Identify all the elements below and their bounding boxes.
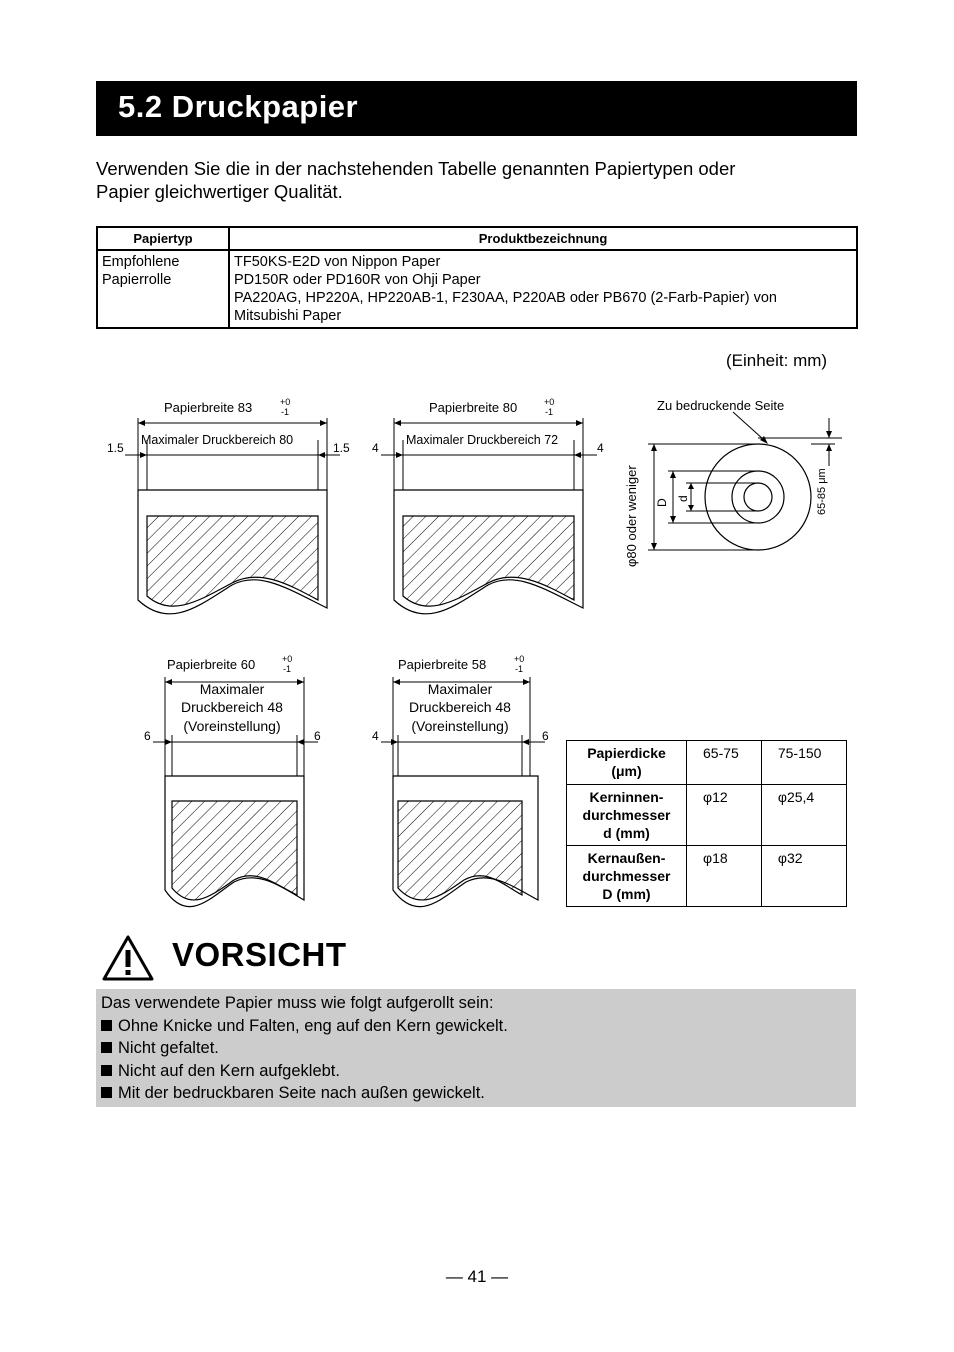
print-area-line-3: (Voreinstellung) bbox=[183, 718, 281, 734]
print-side-label: Zu bedruckende Seite bbox=[657, 398, 785, 413]
page-number: — 41 — bbox=[445, 1267, 509, 1286]
list-item-text: Mit der bedruckbaren Seite nach außen gewickelt. bbox=[118, 1084, 485, 1103]
list-item-text: Nicht gefaltet. bbox=[118, 1039, 219, 1058]
core-inner-d-label: d bbox=[676, 495, 690, 502]
diagram-paper-83 bbox=[107, 397, 350, 614]
bullet-square-icon bbox=[101, 1087, 112, 1098]
label-line: (μm) bbox=[611, 763, 642, 779]
warning-triangle-icon bbox=[104, 937, 152, 979]
print-area-line-2: Druckbereich 48 bbox=[181, 699, 283, 715]
product-line: TF50KS-E2D von Nippon Paper bbox=[234, 254, 441, 270]
list-item bbox=[101, 1082, 508, 1105]
diagram-paper-58 bbox=[372, 654, 549, 907]
row-label-core-outer bbox=[567, 846, 687, 907]
core-inner-value-1: φ12 bbox=[687, 785, 762, 846]
paper-width-label: Papierbreite 83 bbox=[164, 400, 253, 415]
core-outer-value-2: φ32 bbox=[761, 846, 846, 907]
core-inner-value-2: φ25,4 bbox=[761, 785, 846, 846]
left-margin-label: 6 bbox=[144, 729, 151, 743]
list-item bbox=[101, 1060, 508, 1083]
tolerance-plus: +0 bbox=[280, 397, 291, 407]
caution-box bbox=[96, 989, 856, 1107]
diagram-paper-60 bbox=[144, 654, 321, 907]
header-paper-type: Papiertyp bbox=[97, 227, 229, 250]
tolerance-plus: +0 bbox=[514, 654, 525, 664]
thickness-value-1: 65-75 bbox=[687, 741, 762, 785]
list-item bbox=[101, 1015, 508, 1038]
caution-intro: Das verwendete Papier muss wie folgt aufgerollt sein: bbox=[101, 994, 494, 1012]
label-line: Kerninnen- bbox=[589, 789, 664, 805]
paper-width-label: Papierbreite 58 bbox=[398, 657, 487, 672]
unit-note: (Einheit: mm) bbox=[726, 351, 828, 370]
right-margin-label: 4 bbox=[597, 441, 604, 455]
print-area-label: Maximaler Druckbereich 80 bbox=[141, 433, 294, 447]
row-label-paper-thickness bbox=[567, 741, 687, 785]
intro-line-1: Verwenden Sie die in der nachstehenden Tabelle genannten Papiertypen oder bbox=[96, 158, 736, 179]
table-row bbox=[567, 741, 847, 785]
core-outer-D-label: D bbox=[655, 498, 669, 507]
right-margin-label: 6 bbox=[314, 729, 321, 743]
caution-title: VORSICHT bbox=[172, 936, 347, 973]
label-line: d (mm) bbox=[603, 825, 650, 841]
core-dimension-table bbox=[566, 740, 847, 907]
label-line: Kernaußen- bbox=[587, 850, 666, 866]
tolerance-minus: -1 bbox=[515, 664, 524, 674]
print-area-line-3: (Voreinstellung) bbox=[411, 718, 509, 734]
row-label-core-inner bbox=[567, 785, 687, 846]
table-row bbox=[567, 785, 847, 846]
left-margin-label: 4 bbox=[372, 729, 379, 743]
list-item-text: Ohne Knicke und Falten, eng auf den Kern gewickelt. bbox=[118, 1016, 508, 1035]
tolerance-minus: -1 bbox=[281, 407, 290, 417]
print-area-line-2: Druckbereich 48 bbox=[409, 699, 511, 715]
tolerance-plus: +0 bbox=[544, 397, 555, 407]
paper-type-line: Papierrolle bbox=[102, 272, 172, 288]
list-item bbox=[101, 1037, 508, 1060]
header-product-name: Produktbezeichnung bbox=[229, 227, 857, 250]
bullet-square-icon bbox=[101, 1065, 112, 1076]
product-line: Mitsubishi Paper bbox=[234, 308, 342, 324]
label-line: D (mm) bbox=[602, 886, 651, 902]
right-margin-label: 1.5 bbox=[333, 441, 350, 455]
tolerance-minus: -1 bbox=[283, 664, 292, 674]
tolerance-minus: -1 bbox=[545, 407, 554, 417]
product-line: PA220AG, HP220A, HP220AB-1, F230AA, P220AB oder PB670 (2-Farb-Papier) von bbox=[234, 290, 777, 306]
label-line: durchmesser bbox=[582, 868, 671, 884]
intro-line-2: Papier gleichwertiger Qualität. bbox=[96, 181, 343, 202]
core-outer-value-1: φ18 bbox=[687, 846, 762, 907]
section-title: 5.2 Druckpapier bbox=[118, 89, 359, 124]
paper-roll-diagram bbox=[624, 398, 842, 567]
bullet-square-icon bbox=[101, 1020, 112, 1031]
product-line: PD150R oder PD160R von Ohji Paper bbox=[234, 272, 481, 288]
paper-width-label: Papierbreite 60 bbox=[167, 657, 256, 672]
label-line: Papierdicke bbox=[587, 745, 666, 761]
print-area-line-1: Maximaler bbox=[427, 681, 493, 697]
paper-thickness-label: 65-85 μm bbox=[816, 468, 828, 515]
print-area-line-1: Maximaler bbox=[199, 681, 265, 697]
print-area-label: Maximaler Druckbereich 72 bbox=[406, 433, 559, 447]
bullet-square-icon bbox=[101, 1042, 112, 1053]
label-line: durchmesser bbox=[582, 807, 671, 823]
diagram-paper-80 bbox=[372, 397, 604, 614]
left-margin-label: 4 bbox=[372, 441, 379, 455]
paper-type-line: Empfohlene bbox=[102, 254, 180, 270]
tolerance-plus: +0 bbox=[282, 654, 293, 664]
table-row bbox=[567, 846, 847, 907]
right-margin-label: 6 bbox=[542, 729, 549, 743]
paper-width-label: Papierbreite 80 bbox=[429, 400, 518, 415]
thickness-value-2: 75-150 bbox=[761, 741, 846, 785]
left-margin-label: 1.5 bbox=[107, 441, 124, 455]
roll-diameter-label: φ80 oder weniger bbox=[624, 465, 639, 567]
list-item-text: Nicht auf den Kern aufgeklebt. bbox=[118, 1061, 340, 1080]
